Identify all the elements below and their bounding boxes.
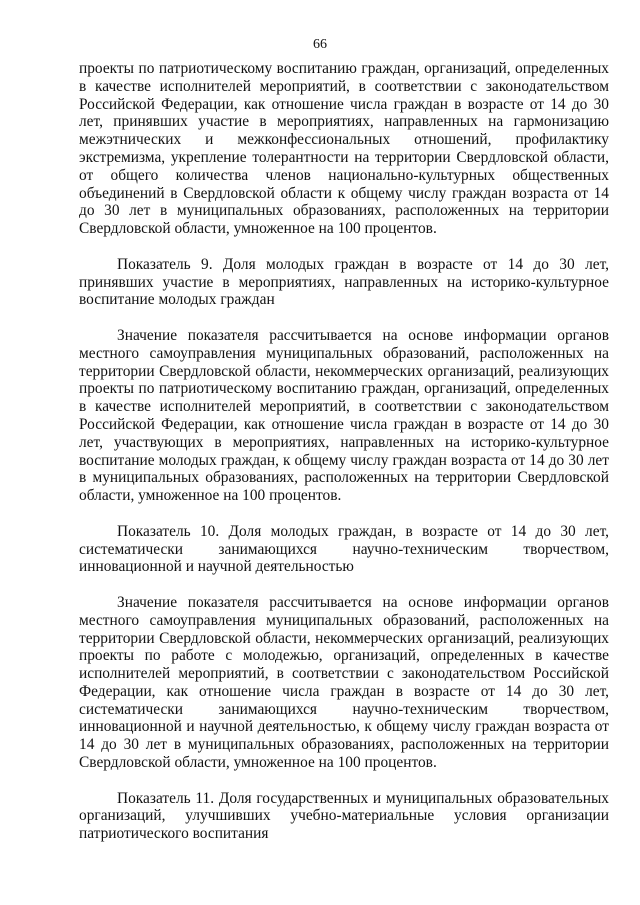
page-number: 66 [313, 37, 327, 52]
paragraph-gap [79, 505, 609, 523]
paragraph-continuation: проекты по патриотическому воспитанию граждан, организаций, определенных в качестве исполнителей мероприятий, в соответствии с законодательством Российской Федерации, как отношение числа граждан в возрасте от 14 до 30 лет, принявших участие в мероприятиях, направленных на гармонизацию межэтнических и межконфессиональных отношений, профилактику экстремизма, укрепление толерантности на территории Свердловской области, от общего количества членов национально-культурных общественных объединений в Свердловской области к общему числу граждан возраста от 14 до 30 лет в муниципальных образованиях, расположенных на территории Свердловской области, умноженное на 100 процентов. [79, 60, 609, 238]
paragraph-gap [79, 309, 609, 327]
paragraph-gap [79, 772, 609, 790]
indicator-10-heading: Показатель 10. Доля молодых граждан, в возрасте от 14 до 30 лет, систематически занимающихся научно-техническим творчеством, инновационной и научной деятельностью [79, 522, 609, 576]
indicator-11-heading: Показатель 11. Доля государственных и муниципальных образовательных организаций, улучшивших учебно-материальные условия организации патриотического воспитания [79, 789, 609, 843]
document-body [79, 60, 609, 843]
paragraph-gap [79, 238, 609, 256]
paragraph-gap [79, 576, 609, 594]
indicator-10-description: Значение показателя рассчитывается на основе информации органов местного самоуправления муниципальных образований, расположенных на территории Свердловской области, некоммерческих организаций, реализующих проекты по работе с молодежью, организаций, определенных в качестве исполнителей мероприятий, в соответствии с законодательством Российской Федерации, как отношение числа граждан в возрасте от 14 до 30 лет, систематически занимающихся научно-техническим творчеством, инновационной и научной деятельностью, к общему числу граждан возраста от 14 до 30 лет в муниципальных образованиях, расположенных на территории Свердловской области, умноженное на 100 процентов. [79, 593, 609, 772]
indicator-9-heading: Показатель 9. Доля молодых граждан в возрасте от 14 до 30 лет, принявших участие в мероприятиях, направленных на историко-культурное воспитание молодых граждан [79, 255, 609, 309]
indicator-9-description: Значение показателя рассчитывается на основе информации органов местного самоуправления муниципальных образований, расположенных на территории Свердловской области, некоммерческих организаций, реализующих проекты по патриотическому воспитанию граждан, организаций, определенных в качестве исполнителей мероприятий, в соответствии с законодательством Российской Федерации, как отношение числа граждан в возрасте от 14 до 30 лет, участвующих в мероприятиях, направленных на историко-культурное воспитание молодых граждан, к общему числу граждан возраста от 14 до 30 лет в муниципальных образованиях, расположенных на территории Свердловской области, умноженное на 100 процентов. [79, 326, 609, 505]
